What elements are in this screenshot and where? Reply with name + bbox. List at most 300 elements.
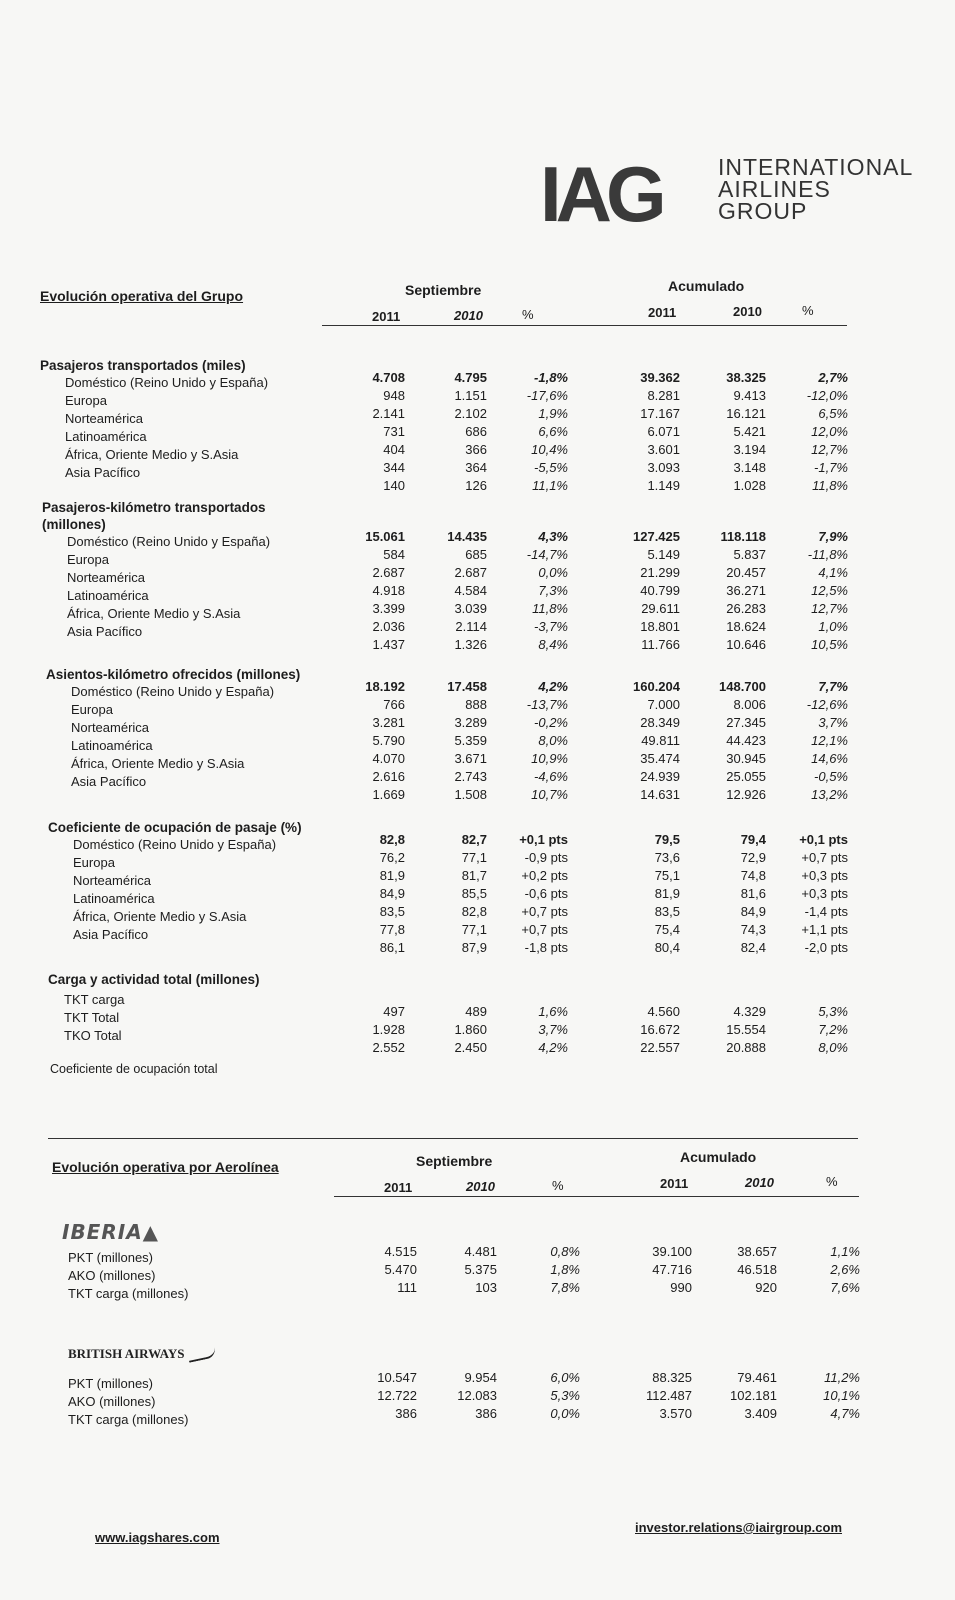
value-2011-month: 2.036	[372, 619, 405, 634]
iberia-logo-text: IBERIA	[62, 1220, 143, 1244]
pct-ytd: 2,7%	[818, 370, 848, 385]
airline-row	[0, 1406, 955, 1427]
airline-metric-label: AKO (millones)	[68, 1394, 156, 1409]
value-2010-ytd: 3.194	[733, 442, 766, 457]
value-2011-ytd: 88.325	[652, 1370, 692, 1385]
value-2011-ytd: 73,6	[654, 850, 680, 865]
value-2011-ytd: 40.799	[640, 583, 680, 598]
value-2010-month: 85,5	[461, 886, 487, 901]
value-2010-ytd: 81,6	[740, 886, 766, 901]
value-2010-ytd: 10.646	[726, 637, 766, 652]
value-2011-month: 1.437	[372, 637, 405, 652]
pct-month: 11,1%	[532, 478, 568, 493]
value-2011-month: 2.141	[372, 406, 405, 421]
iberia-logo-mark-icon: ▲	[142, 1220, 160, 1244]
pct-ytd: 1,1%	[830, 1244, 860, 1259]
pct-ytd: -12,6%	[806, 697, 848, 712]
pct-ytd: -2,0 pts	[804, 940, 848, 955]
pct-month: 10,7%	[531, 787, 568, 802]
value-2011-ytd: 8.281	[647, 388, 680, 403]
pct-month: 8,4%	[538, 637, 568, 652]
value-2011-month: 111	[397, 1280, 417, 1295]
value-2011-month: 4.515	[384, 1244, 417, 1259]
airline-row	[0, 1280, 955, 1301]
value-2011-month: 766	[383, 697, 405, 712]
pct-month: -17,6%	[526, 388, 568, 403]
region-label: Asia Pacífico	[73, 927, 149, 942]
pct-month: +0,1 pts	[519, 832, 568, 847]
value-2011-month: 404	[383, 442, 405, 457]
value-2011-month: 3.399	[372, 601, 405, 616]
pct-month: 4,2%	[538, 1040, 568, 1055]
pct-ytd: 12,5%	[811, 583, 848, 598]
value-2010-month: 14.435	[447, 529, 487, 544]
value-2011-month: 584	[383, 547, 405, 562]
region-label: África, Oriente Medio y S.Asia	[65, 447, 239, 462]
group-col-2010-y: 2010	[733, 304, 762, 319]
pct-ytd: 7,6%	[830, 1280, 860, 1295]
value-2011-ytd: 990	[670, 1280, 692, 1295]
value-2010-ytd: 46.518	[737, 1262, 777, 1277]
region-label: Europa	[73, 855, 115, 870]
pct-month: -4,6%	[534, 769, 568, 784]
cargo-row	[0, 1028, 955, 1055]
pct-ytd: +0,3 pts	[801, 868, 848, 883]
pct-month: 7,8%	[550, 1280, 580, 1295]
pct-month: -13,7%	[526, 697, 568, 712]
value-2010-month: 2.687	[454, 565, 487, 580]
footer-website-link[interactable]: www.iagshares.com	[95, 1530, 220, 1545]
pct-ytd: 2,6%	[830, 1262, 860, 1277]
region-label: África, Oriente Medio y S.Asia	[71, 756, 245, 771]
airline-row	[0, 1370, 955, 1391]
value-2010-ytd: 79,4	[740, 832, 766, 847]
pct-ytd: 10,1%	[823, 1388, 860, 1403]
airlines-col-2011-m: 2011	[384, 1180, 413, 1195]
value-2011-month: 15.061	[365, 529, 405, 544]
pct-ytd: 11,8%	[812, 478, 848, 493]
value-2011-ytd: 1.149	[647, 478, 680, 493]
pct-month: -0,9 pts	[524, 850, 568, 865]
airline-metric-label: TKT carga (millones)	[68, 1286, 189, 1301]
value-2010-month: 3.289	[454, 715, 487, 730]
value-2011-ytd: 28.349	[640, 715, 680, 730]
pct-ytd: -1,7%	[814, 460, 848, 475]
value-2010-month: 2.102	[454, 406, 487, 421]
group-header-rule	[322, 325, 847, 326]
value-2011-ytd: 160.204	[633, 679, 680, 694]
value-2011-ytd: 17.167	[640, 406, 680, 421]
pct-month: 10,9%	[531, 751, 568, 766]
region-row	[0, 927, 955, 955]
value-2011-ytd: 7.000	[647, 697, 680, 712]
pct-ytd: +0,7 pts	[801, 850, 848, 865]
value-2011-ytd: 47.716	[652, 1262, 692, 1277]
value-2011-ytd: 11.766	[641, 637, 680, 652]
region-label: Doméstico (Reino Unido y España)	[71, 684, 275, 699]
value-2010-month: 3.039	[454, 601, 487, 616]
value-2011-ytd: 49.811	[641, 733, 680, 748]
value-2010-month: 5.375	[464, 1262, 497, 1277]
value-2010-ytd: 84,9	[740, 904, 766, 919]
airline-row	[0, 1388, 955, 1409]
value-2010-ytd: 74,3	[740, 922, 766, 937]
pct-ytd: +1,1 pts	[801, 922, 848, 937]
region-label: África, Oriente Medio y S.Asia	[73, 909, 247, 924]
airlines-month-header: Septiembre	[416, 1153, 493, 1169]
value-2010-ytd: 4.329	[733, 1004, 766, 1019]
value-2011-ytd: 5.149	[647, 547, 680, 562]
pct-ytd: 10,5%	[811, 637, 848, 652]
value-2010-month: 82,7	[461, 832, 487, 847]
value-2011-ytd: 81,9	[654, 886, 680, 901]
airline-metric-label: TKT carga (millones)	[68, 1412, 189, 1427]
value-2010-month: 5.359	[454, 733, 487, 748]
value-2010-ytd: 30.945	[726, 751, 766, 766]
value-2010-ytd: 15.554	[726, 1022, 766, 1037]
value-2011-month: 82,8	[379, 832, 405, 847]
value-2011-ytd: 79,5	[654, 832, 680, 847]
value-2010-month: 9.954	[464, 1370, 497, 1385]
value-2010-ytd: 26.283	[726, 601, 766, 616]
group-col-2011-y: 2011	[648, 305, 677, 320]
pct-ytd: 14,6%	[811, 751, 848, 766]
value-2010-month: 1.326	[454, 637, 487, 652]
british-airways-logo	[68, 1346, 216, 1362]
value-2010-ytd: 82,4	[740, 940, 766, 955]
group-col-2010-m: 2010	[454, 308, 483, 323]
section-title: Pasajeros transportados (miles)	[40, 358, 246, 373]
region-label: Latinoamérica	[67, 588, 149, 603]
airlines-header-rule	[334, 1196, 859, 1197]
pct-month: -5,5%	[534, 460, 568, 475]
value-2010-ytd: 38.325	[726, 370, 766, 385]
airlines-ytd-header: Acumulado	[680, 1149, 757, 1165]
pct-month: +0,7 pts	[521, 904, 568, 919]
value-2010-month: 4.795	[454, 370, 487, 385]
value-2011-month: 81,9	[379, 868, 405, 883]
pct-month: 1,9%	[538, 406, 568, 421]
value-2011-ytd: 35.474	[640, 751, 680, 766]
group-month-header: Septiembre	[405, 282, 482, 298]
value-2010-month: 81,7	[461, 868, 487, 883]
airlines-col-2010-y: 2010	[745, 1175, 774, 1190]
value-2010-month: 77,1	[461, 922, 487, 937]
value-2011-month: 4.708	[372, 370, 405, 385]
airlines-col-pct-m: %	[552, 1178, 564, 1193]
pct-month: -14,7%	[526, 547, 568, 562]
airlines-col-pct-y: %	[826, 1174, 838, 1189]
value-2010-ytd: 72,9	[740, 850, 766, 865]
pct-month: -1,8%	[534, 370, 568, 385]
logo-text	[718, 156, 913, 222]
section-title-line2: (millones)	[42, 517, 106, 532]
value-2010-ytd: 1.028	[733, 478, 766, 493]
region-label: Latinoamérica	[73, 891, 155, 906]
value-2010-ytd: 38.657	[737, 1244, 777, 1259]
region-label: Norteamérica	[71, 720, 150, 735]
value-2010-month: 364	[465, 460, 487, 475]
region-label: Norteamérica	[73, 873, 152, 888]
pct-month: 3,7%	[538, 1022, 568, 1037]
value-2010-month: 1.860	[454, 1022, 487, 1037]
value-2011-month: 2.687	[372, 565, 405, 580]
value-2011-month: 497	[383, 1004, 405, 1019]
value-2011-month: 83,5	[379, 904, 405, 919]
value-2010-month: 1.508	[454, 787, 487, 802]
value-2011-ytd: 18.801	[640, 619, 680, 634]
pct-month: -0,2%	[534, 715, 568, 730]
section-title: Asientos-kilómetro ofrecidos (millones)	[46, 667, 301, 682]
value-2011-month: 1.669	[372, 787, 405, 802]
value-2011-month: 140	[383, 478, 405, 493]
pct-ytd: 7,2%	[818, 1022, 848, 1037]
value-2010-month: 12.083	[457, 1388, 497, 1403]
value-2011-month: 386	[395, 1406, 417, 1421]
pct-month: 0,0%	[538, 565, 568, 580]
footer-email-link[interactable]: investor.relations@iairgroup.com	[635, 1520, 843, 1535]
pct-ytd: 6,5%	[818, 406, 848, 421]
value-2010-month: 366	[465, 442, 487, 457]
value-2011-month: 731	[383, 424, 405, 439]
region-label: Doméstico (Reino Unido y España)	[67, 534, 271, 549]
value-2010-ytd: 118.118	[720, 529, 766, 544]
value-2011-month: 2.552	[372, 1040, 405, 1055]
value-2010-month: 685	[465, 547, 487, 562]
cargo-label: TKT Total	[64, 1010, 120, 1025]
region-label: África, Oriente Medio y S.Asia	[67, 606, 241, 621]
value-2010-ytd: 12.926	[726, 787, 766, 802]
value-2010-month: 4.584	[454, 583, 487, 598]
group-title: Evolución operativa del Grupo	[40, 288, 244, 304]
value-2010-month: 77,1	[461, 850, 487, 865]
value-2010-month: 82,8	[461, 904, 487, 919]
value-2011-ytd: 6.071	[647, 424, 680, 439]
pct-ytd: +0,1 pts	[799, 832, 848, 847]
value-2011-ytd: 80,4	[654, 940, 680, 955]
logo-mark: IAG	[540, 150, 661, 238]
pct-ytd: 5,3%	[818, 1004, 848, 1019]
group-col-pct-y: %	[802, 303, 814, 318]
airlines-col-2010-m: 2010	[466, 1179, 495, 1194]
pct-ytd: 12,7%	[811, 442, 848, 457]
value-2010-ytd: 27.345	[726, 715, 766, 730]
airline-metric-label: PKT (millones)	[68, 1250, 154, 1265]
pct-month: 8,0%	[538, 733, 568, 748]
airline-row	[0, 1244, 955, 1265]
pct-ytd: +0,3 pts	[801, 886, 848, 901]
total-load-factor-label: Coeficiente de ocupación total	[50, 1062, 218, 1076]
pct-ytd: 12,7%	[811, 601, 848, 616]
value-2011-ytd: 3.601	[647, 442, 680, 457]
group-col-2011-m: 2011	[372, 309, 401, 324]
pct-month: 1,6%	[538, 1004, 568, 1019]
group-ytd-header: Acumulado	[668, 278, 745, 294]
section-title: Coeficiente de ocupación de pasaje (%)	[48, 820, 302, 835]
airline-metric-label: PKT (millones)	[68, 1376, 154, 1391]
value-2010-month: 1.151	[454, 388, 487, 403]
value-2011-ytd: 39.100	[652, 1244, 692, 1259]
value-2010-month: 2.114	[455, 619, 487, 634]
value-2011-month: 5.790	[372, 733, 405, 748]
value-2010-month: 4.481	[464, 1244, 497, 1259]
pct-ytd: 3,7%	[818, 715, 848, 730]
pct-month: 0,8%	[550, 1244, 580, 1259]
region-label: Europa	[65, 393, 107, 408]
pct-month: 4,2%	[538, 679, 568, 694]
region-label: Europa	[71, 702, 113, 717]
value-2010-month: 2.743	[454, 769, 487, 784]
pct-month: -1,8 pts	[524, 940, 568, 955]
value-2011-month: 5.470	[384, 1262, 417, 1277]
pct-month: -3,7%	[534, 619, 568, 634]
value-2010-month: 386	[475, 1406, 497, 1421]
region-label: Europa	[67, 552, 109, 567]
value-2011-month: 1.928	[372, 1022, 405, 1037]
section-divider	[48, 1138, 858, 1139]
region-label: Norteamérica	[65, 411, 144, 426]
pct-ytd: 8,0%	[818, 1040, 848, 1055]
region-label: Latinoamérica	[71, 738, 153, 753]
pct-month: 6,6%	[538, 424, 568, 439]
iberia-logo	[62, 1220, 159, 1244]
value-2010-ytd: 920	[755, 1280, 777, 1295]
pct-ytd: -11,8%	[807, 547, 848, 562]
pct-month: 7,3%	[538, 583, 568, 598]
ba-logo-text: BRITISH AIRWAYS	[68, 1346, 185, 1361]
value-2010-ytd: 8.006	[733, 697, 766, 712]
airline-metric-label: AKO (millones)	[68, 1268, 156, 1283]
pct-month: +0,7 pts	[521, 922, 568, 937]
cargo-title: Carga y actividad total (millones)	[48, 972, 260, 987]
value-2011-ytd: 3.570	[659, 1406, 692, 1421]
pct-ytd: 11,2%	[824, 1370, 860, 1385]
airline-row	[0, 1262, 955, 1283]
value-2010-ytd: 5.837	[733, 547, 766, 562]
airlines-title: Evolución operativa por Aerolínea	[52, 1159, 279, 1175]
pct-month: 5,3%	[550, 1388, 580, 1403]
pct-ytd: -0,5%	[814, 769, 848, 784]
value-2011-month: 12.722	[377, 1388, 417, 1403]
value-2011-month: 4.070	[372, 751, 405, 766]
value-2011-month: 77,8	[379, 922, 405, 937]
value-2010-month: 888	[465, 697, 487, 712]
ba-swoosh-icon	[188, 1347, 217, 1363]
value-2011-ytd: 16.672	[640, 1022, 680, 1037]
value-2011-ytd: 39.362	[640, 370, 680, 385]
value-2011-ytd: 29.611	[641, 601, 680, 616]
value-2010-month: 686	[465, 424, 487, 439]
cargo-label: TKT carga	[64, 992, 125, 1007]
pct-ytd: 4,7%	[830, 1406, 860, 1421]
pct-ytd: 4,1%	[818, 565, 848, 580]
value-2010-ytd: 102.181	[730, 1388, 777, 1403]
value-2011-month: 3.281	[372, 715, 405, 730]
pct-ytd: 1,0%	[818, 619, 848, 634]
value-2011-ytd: 22.557	[640, 1040, 680, 1055]
value-2011-month: 4.918	[372, 583, 405, 598]
region-label: Asia Pacífico	[71, 774, 147, 789]
pct-month: 0,0%	[550, 1406, 580, 1421]
value-2010-ytd: 44.423	[726, 733, 766, 748]
region-row	[0, 624, 955, 652]
pct-ytd: -12,0%	[806, 388, 848, 403]
value-2011-ytd: 75,4	[654, 922, 680, 937]
pct-ytd: 12,0%	[811, 424, 848, 439]
value-2010-month: 2.450	[454, 1040, 487, 1055]
section-title: Pasajeros-kilómetro transportados	[42, 500, 266, 515]
pct-month: 6,0%	[550, 1370, 580, 1385]
iag-logo	[540, 150, 920, 240]
value-2010-ytd: 9.413	[733, 388, 766, 403]
value-2011-ytd: 14.631	[640, 787, 680, 802]
value-2011-month: 10.547	[377, 1370, 417, 1385]
pct-ytd: -1,4 pts	[804, 904, 848, 919]
logo-line-1: INTERNATIONAL	[718, 154, 914, 180]
region-label: Asia Pacífico	[67, 624, 143, 639]
pct-month: 11,8%	[532, 601, 568, 616]
value-2011-ytd: 3.093	[647, 460, 680, 475]
value-2010-ytd: 3.409	[744, 1406, 777, 1421]
value-2010-ytd: 20.457	[726, 565, 766, 580]
region-row	[0, 774, 955, 802]
value-2011-month: 948	[383, 388, 405, 403]
value-2010-month: 126	[465, 478, 487, 493]
value-2010-ytd: 20.888	[726, 1040, 766, 1055]
value-2011-ytd: 21.299	[640, 565, 680, 580]
value-2011-month: 86,1	[379, 940, 405, 955]
logo-line-3: GROUP	[718, 198, 808, 224]
value-2011-month: 344	[383, 460, 405, 475]
value-2010-ytd: 74,8	[740, 868, 766, 883]
value-2011-ytd: 4.560	[647, 1004, 680, 1019]
value-2011-month: 84,9	[379, 886, 405, 901]
pct-ytd: 13,2%	[811, 787, 848, 802]
value-2010-ytd: 16.121	[726, 406, 766, 421]
value-2010-month: 3.671	[454, 751, 487, 766]
value-2010-ytd: 3.148	[733, 460, 766, 475]
value-2010-ytd: 18.624	[726, 619, 766, 634]
value-2010-month: 103	[475, 1280, 497, 1295]
value-2011-month: 2.616	[372, 769, 405, 784]
region-label: Latinoamérica	[65, 429, 147, 444]
region-label: Doméstico (Reino Unido y España)	[73, 837, 277, 852]
value-2011-month: 76,2	[379, 850, 405, 865]
group-col-pct-m: %	[522, 307, 534, 322]
value-2010-month: 87,9	[461, 940, 487, 955]
value-2011-month: 18.192	[365, 679, 405, 694]
value-2011-ytd: 75,1	[654, 868, 680, 883]
value-2010-ytd: 79.461	[737, 1370, 777, 1385]
pct-month: 10,4%	[531, 442, 568, 457]
value-2011-ytd: 112.487	[645, 1388, 692, 1403]
region-label: Doméstico (Reino Unido y España)	[65, 375, 269, 390]
pct-ytd: 7,9%	[818, 529, 848, 544]
airlines-col-2011-y: 2011	[660, 1176, 689, 1191]
logo-line-2: AIRLINES	[718, 176, 831, 202]
pct-ytd: 12,1%	[811, 733, 848, 748]
value-2010-month: 17.458	[447, 679, 487, 694]
value-2011-ytd: 83,5	[654, 904, 680, 919]
value-2010-ytd: 25.055	[726, 769, 766, 784]
region-label: Norteamérica	[67, 570, 146, 585]
value-2010-ytd: 148.700	[719, 679, 766, 694]
value-2011-ytd: 127.425	[633, 529, 680, 544]
region-label: Asia Pacífico	[65, 465, 141, 480]
pct-ytd: 7,7%	[818, 679, 848, 694]
region-row	[0, 465, 955, 493]
pct-month: -0,6 pts	[524, 886, 568, 901]
